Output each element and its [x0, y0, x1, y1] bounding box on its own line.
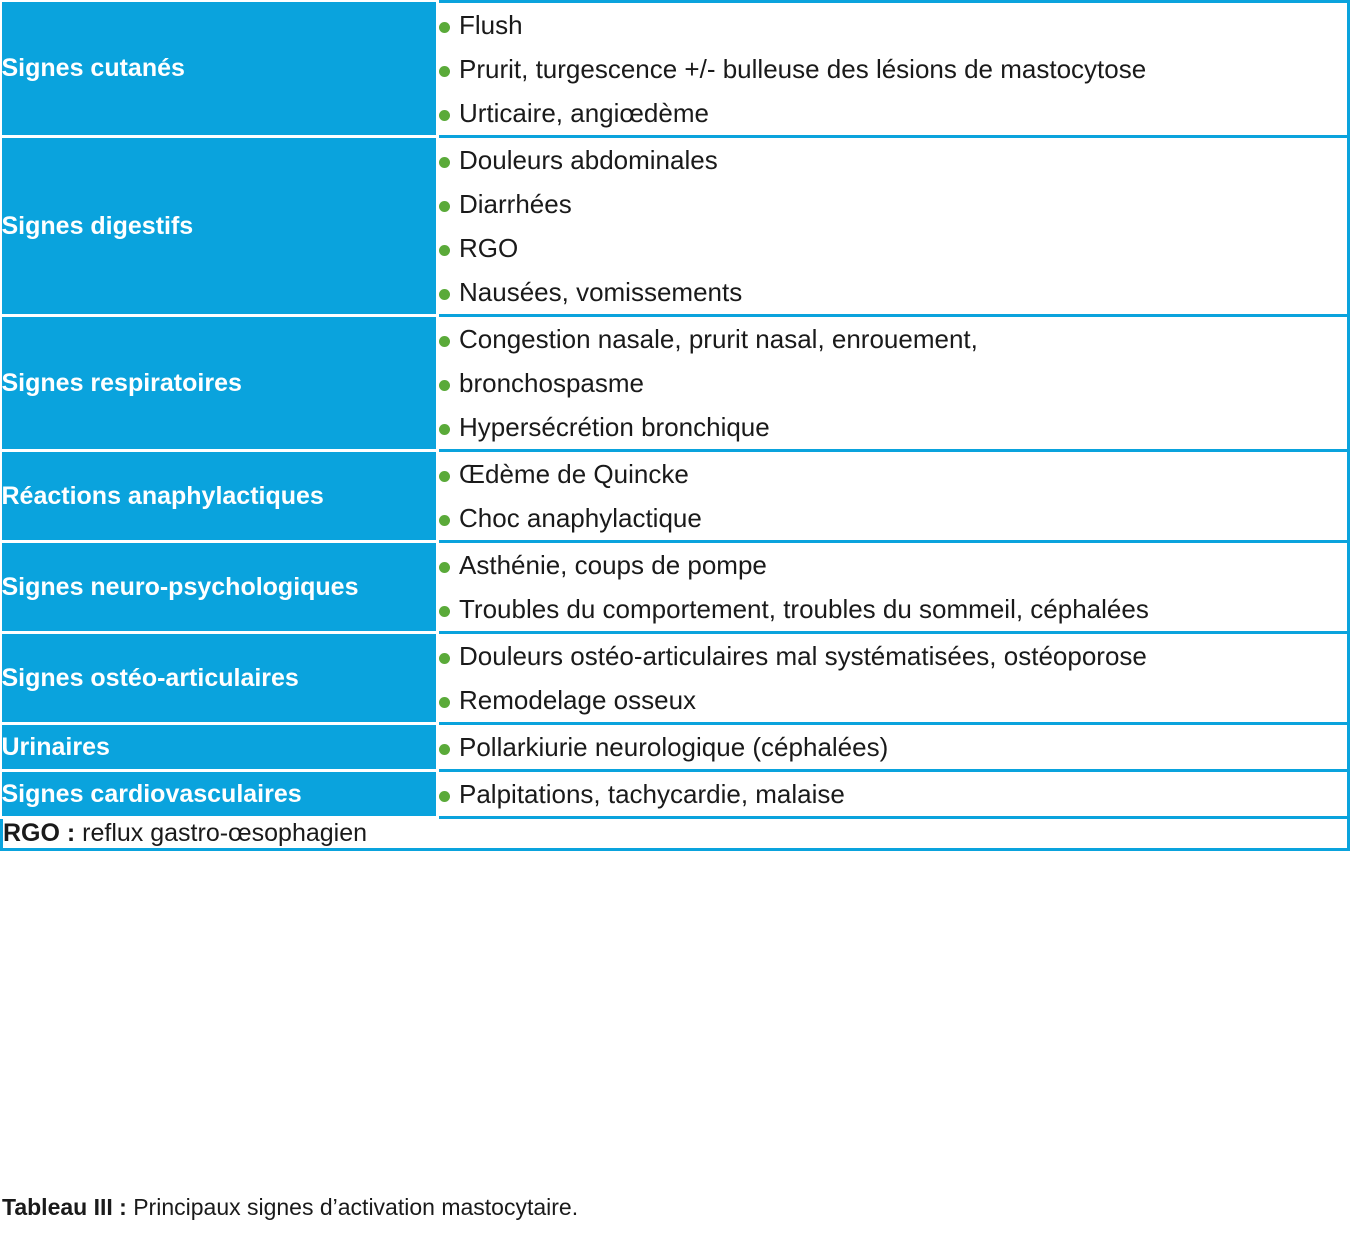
- category-label-neuropsychological: Signes neuro-psychologiques: [2, 542, 438, 633]
- items-respiratory: [438, 316, 1349, 451]
- list-item: [439, 587, 1347, 631]
- bullet-icon: [439, 515, 450, 526]
- list-item-label: Troubles du comportement, troubles du sommeil, céphalées: [459, 594, 1149, 624]
- table-caption: [2, 1194, 578, 1221]
- list-item-label: Pollarkiurie neurologique (céphalées): [459, 732, 889, 762]
- category-label-cutaneous: Signes cutanés: [2, 2, 438, 137]
- list-item-label: Œdème de Quincke: [459, 459, 689, 489]
- category-label-anaphylactic: Réactions anaphylactiques: [2, 451, 438, 542]
- bullet-icon: [439, 245, 450, 256]
- list-item-label: Diarrhées: [459, 189, 572, 219]
- list-item: [439, 226, 1347, 270]
- list-item-label: Flush: [459, 10, 523, 40]
- bullet-icon: [439, 336, 450, 347]
- list-item: [439, 678, 1347, 722]
- caption-label: Tableau III :: [2, 1194, 127, 1220]
- table-row: [2, 2, 1349, 137]
- footnote-cell: [2, 818, 1349, 850]
- list-item: [439, 47, 1347, 91]
- list-item-label: Hypersécrétion bronchique: [459, 412, 770, 442]
- items-osteoarticular: [438, 633, 1349, 724]
- bullet-icon: [439, 201, 450, 212]
- bullet-icon: [439, 562, 450, 573]
- list-item: [439, 452, 1347, 496]
- footnote-definition: reflux gastro-œsophagien: [75, 819, 368, 847]
- list-item-label: Congestion nasale, prurit nasal, enrouement,: [459, 324, 978, 354]
- list-item: [439, 138, 1347, 182]
- list-item-label: Prurit, turgescence +/- bulleuse des lésions de mastocytose: [459, 54, 1147, 84]
- list-item: [439, 634, 1347, 678]
- bullet-icon: [439, 744, 450, 755]
- table-row: [2, 137, 1349, 316]
- list-item-label: Douleurs ostéo-articulaires mal systématisées, ostéoporose: [459, 641, 1147, 671]
- list-item: [439, 270, 1347, 314]
- list-item: [439, 317, 1347, 361]
- category-label-urinary: Urinaires: [2, 724, 438, 771]
- caption-text: Principaux signes d’activation mastocytaire.: [126, 1194, 579, 1220]
- bullet-icon: [439, 22, 450, 33]
- list-item: [439, 772, 1347, 816]
- list-item: [439, 543, 1347, 587]
- bullet-icon: [439, 606, 450, 617]
- category-label-respiratory: Signes respiratoires: [2, 316, 438, 451]
- footnote-abbreviation: RGO :: [3, 819, 76, 847]
- list-item-label: Urticaire, angiœdème: [459, 98, 709, 128]
- table-row: [2, 771, 1349, 818]
- table-footnote-row: [2, 818, 1349, 850]
- bullet-icon: [439, 157, 450, 168]
- category-label-cardiovascular: Signes cardiovasculaires: [2, 771, 438, 818]
- list-item-label: Douleurs abdominales: [459, 145, 718, 175]
- bullet-icon: [439, 653, 450, 664]
- list-item: [439, 405, 1347, 449]
- list-item-label: Asthénie, coups de pompe: [459, 550, 767, 580]
- items-neuropsychological: [438, 542, 1349, 633]
- table-row: [2, 451, 1349, 542]
- list-item: [439, 91, 1347, 135]
- list-item-label: bronchospasme: [459, 368, 644, 398]
- bullet-icon: [439, 471, 450, 482]
- list-item-label: Palpitations, tachycardie, malaise: [459, 779, 845, 809]
- bullet-icon: [439, 424, 450, 435]
- category-label-digestive: Signes digestifs: [2, 137, 438, 316]
- list-item: [439, 361, 1347, 405]
- list-item-label: RGO: [459, 233, 519, 263]
- list-item-label: Choc anaphylactique: [459, 503, 702, 533]
- list-item: [439, 725, 1347, 769]
- items-anaphylactic: [438, 451, 1349, 542]
- bullet-icon: [439, 110, 450, 121]
- items-cutaneous: [438, 2, 1349, 137]
- list-item-label: Nausées, vomissements: [459, 277, 743, 307]
- table-row: [2, 316, 1349, 451]
- items-digestive: [438, 137, 1349, 316]
- list-item: [439, 182, 1347, 226]
- bullet-icon: [439, 697, 450, 708]
- bullet-icon: [439, 791, 450, 802]
- bullet-icon: [439, 289, 450, 300]
- table-row: [2, 542, 1349, 633]
- category-label-osteoarticular: Signes ostéo-articulaires: [2, 633, 438, 724]
- table-row: [2, 724, 1349, 771]
- items-urinary: [438, 724, 1349, 771]
- list-item: [439, 3, 1347, 47]
- list-item: [439, 496, 1347, 540]
- table-row: [2, 633, 1349, 724]
- bullet-icon: [439, 380, 450, 391]
- list-item-label: Remodelage osseux: [459, 685, 697, 715]
- items-cardiovascular: [438, 771, 1349, 818]
- table-body: [2, 2, 1349, 850]
- bullet-icon: [439, 66, 450, 77]
